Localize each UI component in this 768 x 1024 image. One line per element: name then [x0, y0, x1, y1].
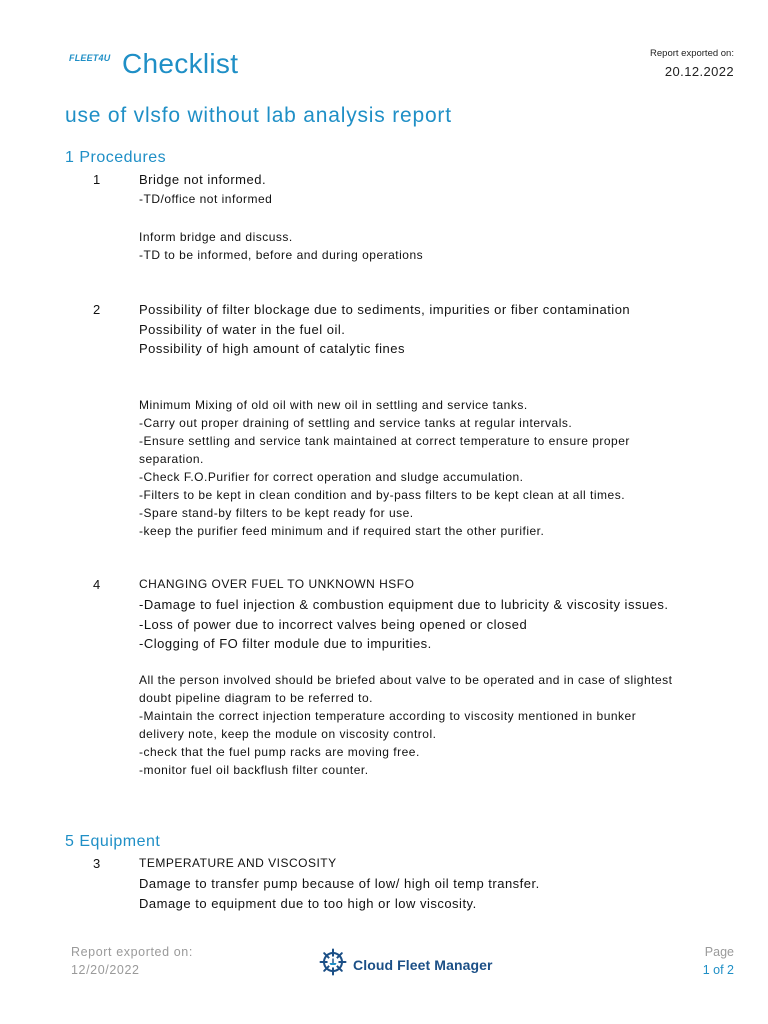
text-line: Possibility of high amount of catalytic fines	[139, 341, 406, 356]
page-indicator	[703, 943, 734, 979]
text-line: TEMPERATURE AND VISCOSITY	[139, 856, 337, 870]
item-title	[139, 854, 337, 872]
footer-brand-logo	[319, 948, 493, 981]
footer-export-info	[71, 943, 193, 979]
item-description	[139, 874, 540, 913]
ship-wheel-icon	[319, 948, 347, 981]
item-number: 1	[93, 172, 101, 187]
item-description	[139, 170, 266, 190]
text-line: delivery note, keep the module on viscosity control.	[139, 727, 437, 741]
text-line: -Check F.O.Purifier for correct operation and sludge accumulation.	[139, 470, 524, 484]
text-line: -Filters to be kept in clean condition and by-pass filters to be kept clean at all times.	[139, 488, 626, 502]
item-description	[139, 595, 669, 654]
export-date: 20.12.2022	[664, 64, 734, 79]
text-line: Bridge not informed.	[139, 172, 267, 187]
text-line: -Maintain the correct injection temperature according to viscosity mentioned in bunker	[139, 709, 637, 723]
page-title: Checklist	[122, 48, 239, 79]
text-line: -TD to be informed, before and during operations	[139, 248, 424, 262]
item-action	[139, 228, 423, 264]
text-line: Damage to transfer pump because of low/ high oil temp transfer.	[139, 876, 540, 891]
brand-name: Cloud Fleet Manager	[353, 956, 493, 973]
text-line: Possibility of filter blockage due to sediments, impurities or fiber contamination	[139, 302, 631, 317]
export-info	[650, 48, 734, 79]
text-line: All the person involved should be briefed about valve to be operated and in case of slightest	[139, 673, 673, 687]
item-number: 3	[93, 856, 101, 871]
page-current: 1	[702, 963, 710, 977]
item-action	[139, 671, 673, 779]
text-line: -Carry out proper draining of settling and service tanks at regular intervals.	[139, 416, 573, 430]
text-line: CHANGING OVER FUEL TO UNKNOWN HSFO	[139, 577, 415, 591]
item-description-cont	[139, 190, 272, 208]
item-action	[139, 396, 630, 540]
text-line: -monitor fuel oil backflush filter counter.	[139, 763, 369, 777]
text-line: -keep the purifier feed minimum and if required start the other purifier.	[139, 524, 545, 538]
export-label: Report exported on:	[650, 48, 734, 59]
footer-export-label: Report exported on:	[71, 945, 193, 959]
page-label: Page	[704, 945, 734, 959]
text-line: -Clogging of FO filter module due to impurities.	[139, 636, 432, 651]
text-line: -check that the fuel pump racks are moving free.	[139, 745, 420, 759]
item-number: 2	[93, 302, 101, 317]
document-title: use of vlsfo without lab analysis report	[65, 104, 452, 127]
page-total: 2	[727, 963, 734, 977]
item-description	[139, 300, 630, 359]
text-line: Damage to equipment due to too high or low viscosity.	[139, 895, 477, 911]
item-title	[139, 575, 414, 593]
page-of: of	[713, 963, 724, 977]
item-number: 4	[93, 577, 101, 592]
footer-export-date: 12/20/2022	[71, 963, 140, 977]
text-line: -Ensure settling and service tank maintained at correct temperature to ensure proper	[139, 434, 630, 448]
company-logo-text: FLEET4U	[69, 53, 111, 63]
text-line: -TD/office not informed	[139, 192, 273, 206]
section-heading-equipment: 5 Equipment	[65, 833, 161, 850]
text-line: -Damage to fuel injection & combustion equipment due to lubricity & viscosity issues.	[139, 597, 669, 612]
text-line: doubt pipeline diagram to be referred to.	[139, 691, 373, 705]
text-line: Possibility of water in the fuel oil.	[139, 321, 346, 337]
section-heading-procedures: 1 Procedures	[65, 149, 167, 166]
text-line: -Loss of power due to incorrect valves being opened or closed	[139, 616, 528, 632]
text-line: Minimum Mixing of old oil with new oil in settling and service tanks.	[139, 398, 528, 412]
text-line: -Spare stand-by filters to be kept ready for use.	[139, 506, 414, 520]
text-line: separation.	[139, 452, 204, 466]
text-line: Inform bridge and discuss.	[139, 230, 293, 244]
